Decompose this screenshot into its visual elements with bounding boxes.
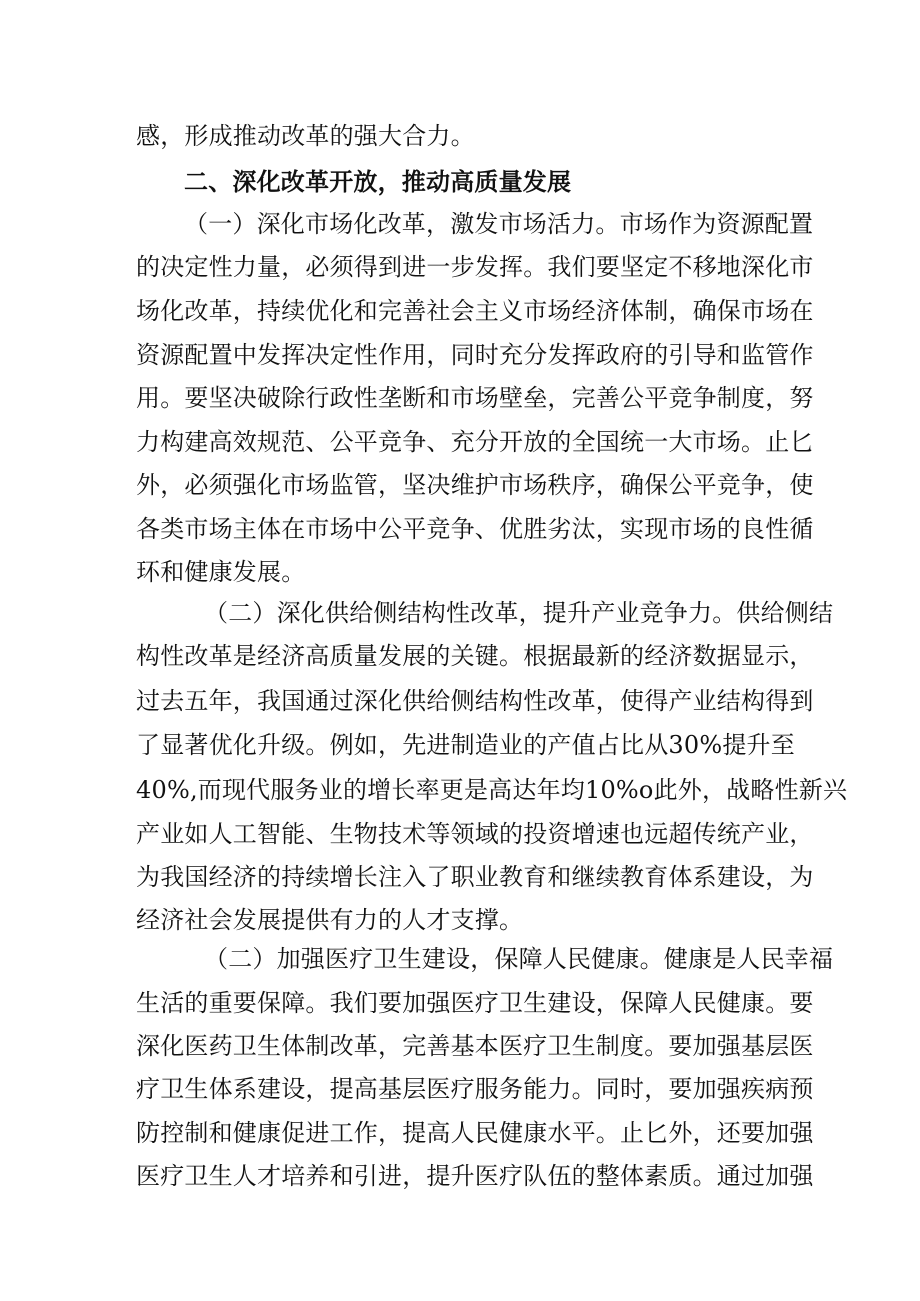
section-heading: 二、深化改革开放，推动高质量发展 bbox=[184, 168, 572, 196]
paragraph-line: 的决定性力量，必须得到进一步发挥。我们要坚定不移地深化市 bbox=[136, 253, 814, 281]
paragraph-line: 场化改革，持续优化和完善社会主义市场经济体制，确保市场在 bbox=[136, 297, 814, 325]
paragraph-line: （一）深化市场化改革，激发市场活力。市场作为资源配置 bbox=[184, 210, 814, 238]
paragraph-line: （二）加强医疗卫生建设，保障人民健康。健康是人民幸福 bbox=[204, 945, 834, 973]
paragraph-line: 过去五年，我国通过深化供给侧结构性改革，使得产业结构得到 bbox=[136, 687, 814, 715]
paragraph-line: 了显著优化升级。例如，先进制造业的产值占比从30%提升至 bbox=[136, 731, 795, 759]
paragraph-line: 产业如人工智能、生物技术等领域的投资增速也远超传统产业， bbox=[136, 820, 814, 848]
paragraph-line: 为我国经济的持续增长注入了职业教育和继续教育体系建设，为 bbox=[136, 863, 814, 891]
paragraph-line: 40%,而现代服务业的增长率更是高达年均10%o此外，战略性新兴 bbox=[136, 776, 848, 804]
paragraph-line: （二）深化供给侧结构性改革，提升产业竞争力。供给侧结 bbox=[204, 599, 834, 627]
paragraph-line: 外，必须强化市场监管，坚决维护市场秩序，确保公平竞争，使 bbox=[136, 471, 814, 499]
paragraph-line: 防控制和健康促进工作，提高人民健康水平。止匕外，还要加强 bbox=[136, 1119, 814, 1147]
paragraph-line: 深化医药卫生体制改革，完善基本医疗卫生制度。要加强基层医 bbox=[136, 1032, 814, 1060]
paragraph-line: 感，形成推动改革的强大合力。 bbox=[136, 122, 475, 150]
paragraph-line: 构性改革是经济高质量发展的关键。根据最新的经济数据显示， bbox=[136, 642, 814, 670]
paragraph-line: 疗卫生体系建设，提高基层医疗服务能力。同时，要加强疾病预 bbox=[136, 1075, 814, 1103]
paragraph-line: 经济社会发展提供有力的人才支撑。 bbox=[136, 906, 524, 934]
paragraph-line: 用。要坚决破除行政性垄断和市场壁垒，完善公平竞争制度，努 bbox=[136, 384, 814, 412]
paragraph-line: 环和健康发展。 bbox=[136, 558, 306, 586]
paragraph-line: 资源配置中发挥决定性作用，同时充分发挥政府的引导和监管作 bbox=[136, 341, 814, 369]
paragraph-line: 医疗卫生人才培养和引进，提升医疗队伍的整体素质。通过加强 bbox=[136, 1162, 814, 1190]
paragraph-line: 力构建高效规范、公平竞争、充分开放的全国统一大市场。止匕 bbox=[136, 428, 814, 456]
paragraph-line: 各类市场主体在市场中公平竞争、优胜劣汰，实现市场的良性循 bbox=[136, 515, 814, 543]
paragraph-line: 生活的重要保障。我们要加强医疗卫生建设，保障人民健康。要 bbox=[136, 989, 814, 1017]
